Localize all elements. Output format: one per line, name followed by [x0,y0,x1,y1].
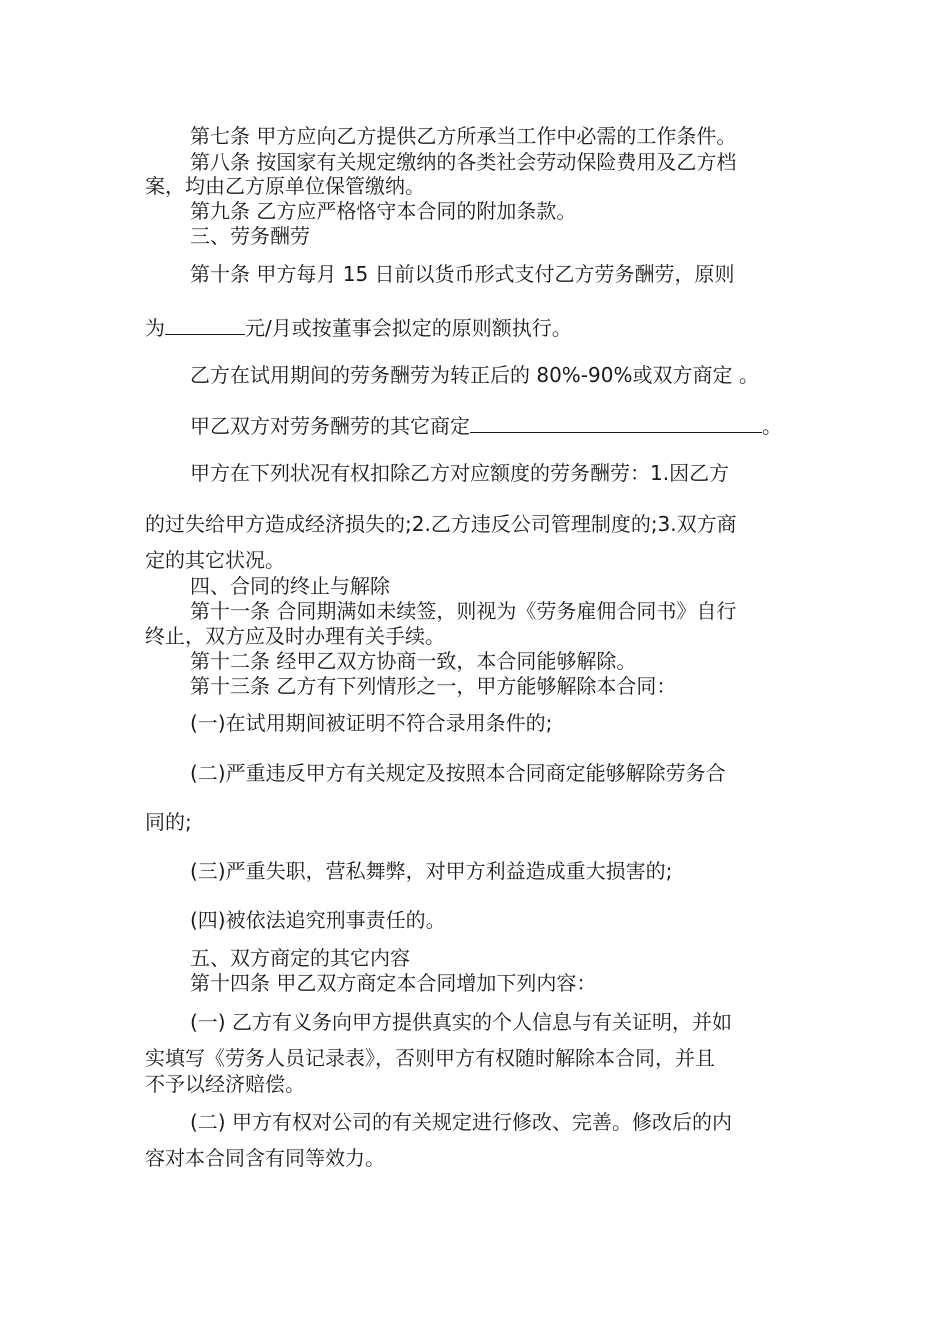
clause-14-2-line-2: 容对本合同含有同等效力。 [145,1146,385,1170]
article-8-line-1: 第八条 按国家有关规定缴纳的各类社会劳动保险费用及乙方档 [190,150,737,174]
other-salary-end: 。 [762,414,782,438]
clause-13-3: (三)严重失职，营私舞弊，对甲方利益造成重大损害的; [190,859,673,883]
article-8-line-2: 案，均由乙方原单位保管缴纳。 [145,174,425,198]
clause-13-2-line-2: 同的; [145,810,192,834]
clause-14-1-line-2: 实填写《劳务人员记录表》，否则甲方有权随时解除本合同，并且 [145,1046,715,1070]
deduction-clause-line-1: 甲方在下列状况有权扣除乙方对应额度的劳务酬劳：1.因乙方 [190,461,730,485]
article-10-line-1: 第十条 甲方每月 15 日前以货币形式支付乙方劳务酬劳，原则 [190,262,735,286]
probation-salary-clause: 乙方在试用期间的劳务酬劳为转正后的 80%-90%或双方商定 。 [190,363,759,387]
salary-amount-blank[interactable] [165,314,245,335]
other-salary-agreement [190,412,782,438]
section-4-heading: 四、合同的终止与解除 [190,574,390,598]
article-12: 第十二条 经甲乙双方协商一致，本合同能够解除。 [190,649,637,673]
article-10-line-2 [145,314,572,340]
article-10-prefix: 为 [145,316,165,340]
article-11-line-2: 终止，双方应及时办理有关手续。 [145,624,445,648]
article-14: 第十四条 甲乙双方商定本合同增加下列内容： [190,971,597,995]
article-11-line-1: 第十一条 合同期满如未续签，则视为《劳务雇佣合同书》自行 [190,599,737,623]
article-9: 第九条 乙方应严格恪守本合同的附加条款。 [190,199,577,223]
deduction-clause-line-3: 定的其它状况。 [145,548,285,572]
other-salary-label: 甲乙双方对劳务酬劳的其它商定 [190,414,470,438]
other-salary-blank[interactable] [470,412,762,433]
clause-14-1-line-1: (一) 乙方有义务向甲方提供真实的个人信息与有关证明，并如 [190,1010,732,1034]
section-3-heading: 三、劳务酬劳 [190,224,310,248]
clause-13-1: (一)在试用期间被证明不符合录用条件的; [190,711,553,735]
section-5-heading: 五、双方商定的其它内容 [190,946,410,970]
article-10-suffix: 元/月或按董事会拟定的原则额执行。 [245,316,572,340]
clause-13-4: (四)被依法追究刑事责任的。 [190,908,446,932]
clause-13-2-line-1: (二)严重违反甲方有关规定及按照本合同商定能够解除劳务合 [190,761,726,785]
clause-14-2-line-1: (二) 甲方有权对公司的有关规定进行修改、完善。修改后的内 [190,1110,732,1134]
clause-14-1-line-3: 不予以经济赔偿。 [145,1072,305,1096]
article-13: 第十三条 乙方有下列情形之一，甲方能够解除本合同： [190,674,677,698]
article-7: 第七条 甲方应向乙方提供乙方所承当工作中必需的工作条件。 [190,124,737,148]
deduction-clause-line-2: 的过失给甲方造成经济损失的;2.乙方违反公司管理制度的;3.双方商 [145,512,737,536]
